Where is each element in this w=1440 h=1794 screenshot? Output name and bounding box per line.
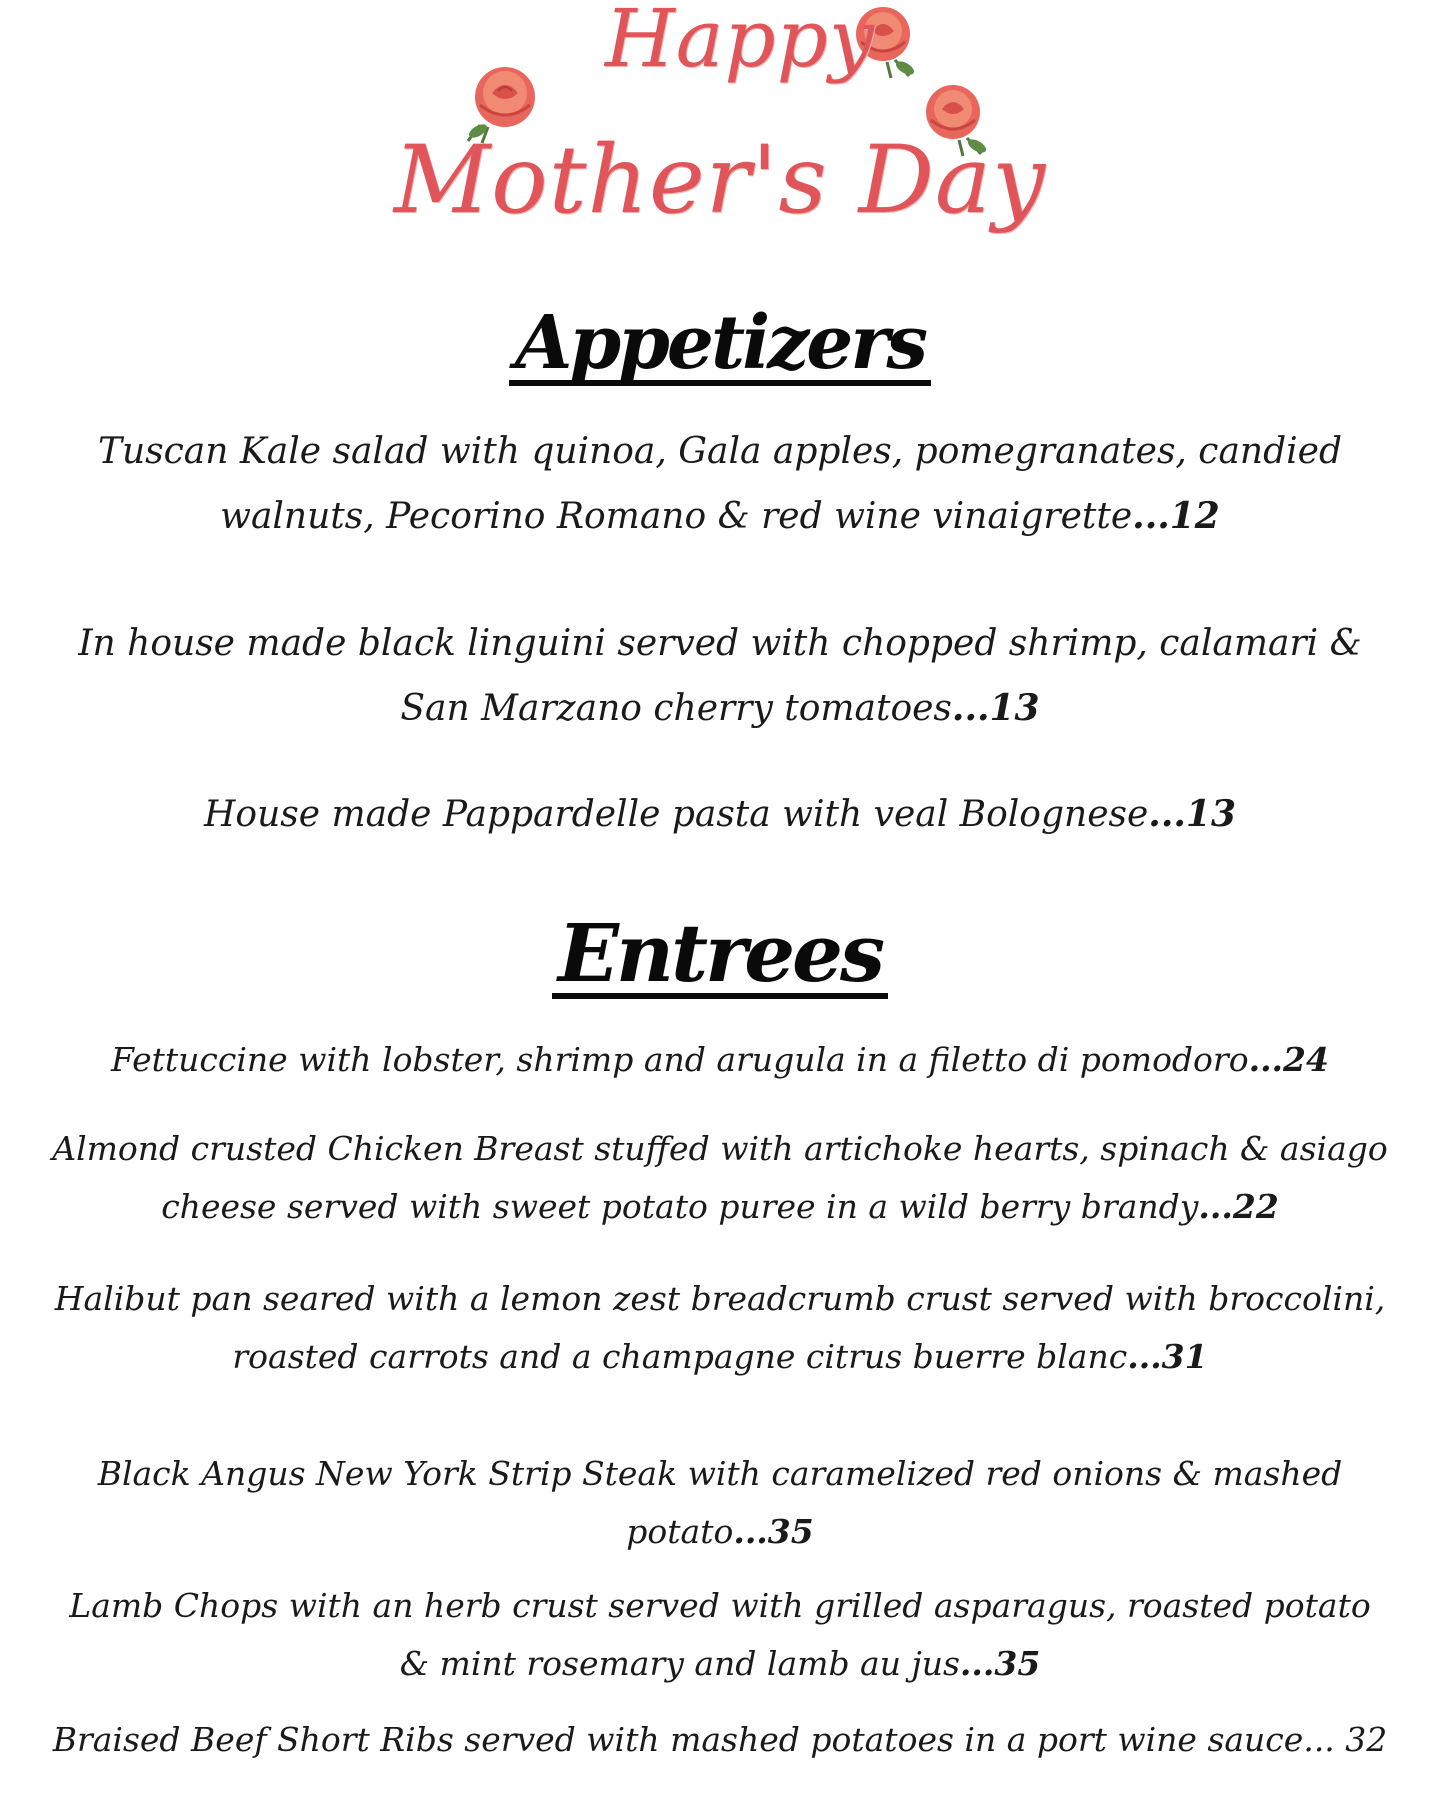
mothers-day-header (380, 0, 1060, 270)
item-description: Fettuccine with lobster, shrimp and arugula in a filetto di pomodoro (111, 1040, 1249, 1079)
item-price: ...35 (733, 1512, 814, 1551)
menu-item (50, 1028, 1390, 1092)
menu-item (50, 1708, 1390, 1772)
menu-item (50, 612, 1390, 741)
item-description: In house made black linguini served with chopped shrimp, calamari & San Marzano cherry tomatoes (78, 623, 1362, 729)
item-price: ...13 (1148, 793, 1236, 835)
appetizers-heading (0, 300, 1440, 386)
item-description: Black Angus New York Strip Steak with caramelized red onions & mashed potato (97, 1454, 1343, 1551)
item-price: ...31 (1127, 1337, 1208, 1376)
item-description: Tuscan Kale salad with quinoa, Gala apples, pomegranates, candied walnuts, Pecorino Romano & red wine vinaigrette (97, 431, 1343, 537)
item-price: ... 32 (1303, 1720, 1388, 1759)
item-description: House made Pappardelle pasta with veal Bolognese (204, 794, 1149, 835)
menu-item (50, 1445, 1390, 1561)
menu-item (50, 1120, 1390, 1236)
menu-item (50, 420, 1390, 549)
menu-item (50, 1270, 1390, 1386)
item-price: ...35 (959, 1644, 1041, 1683)
menu-item (50, 782, 1390, 847)
item-price: ...24 (1248, 1040, 1329, 1079)
header-line-mothers-day: Mother's Day (393, 126, 1047, 235)
item-description: Halibut pan seared with a lemon zest breadcrumb crust served with broccolini, roasted carrots and a champagne citrus buerre blanc (54, 1279, 1386, 1376)
entrees-heading (0, 906, 1440, 1000)
menu-item (50, 1577, 1390, 1693)
entrees-heading-text: Entrees (552, 913, 888, 999)
item-price: ...13 (951, 687, 1040, 729)
item-price: ...12 (1132, 495, 1220, 537)
item-price: ...22 (1198, 1187, 1279, 1226)
appetizers-heading-text: Appetizers (509, 306, 931, 386)
item-description: Braised Beef Short Ribs served with mashed potatoes in a port wine sauce (52, 1720, 1304, 1759)
item-description: Almond crusted Chicken Breast stuffed with artichoke hearts, spinach & asiago cheese served with sweet potato puree in a wild berry brandy (52, 1129, 1388, 1226)
header-line-happy: Happy (604, 0, 876, 85)
item-description: Lamb Chops with an herb crust served with grilled asparagus, roasted potato & mint rosemary and lamb au jus (69, 1586, 1371, 1683)
